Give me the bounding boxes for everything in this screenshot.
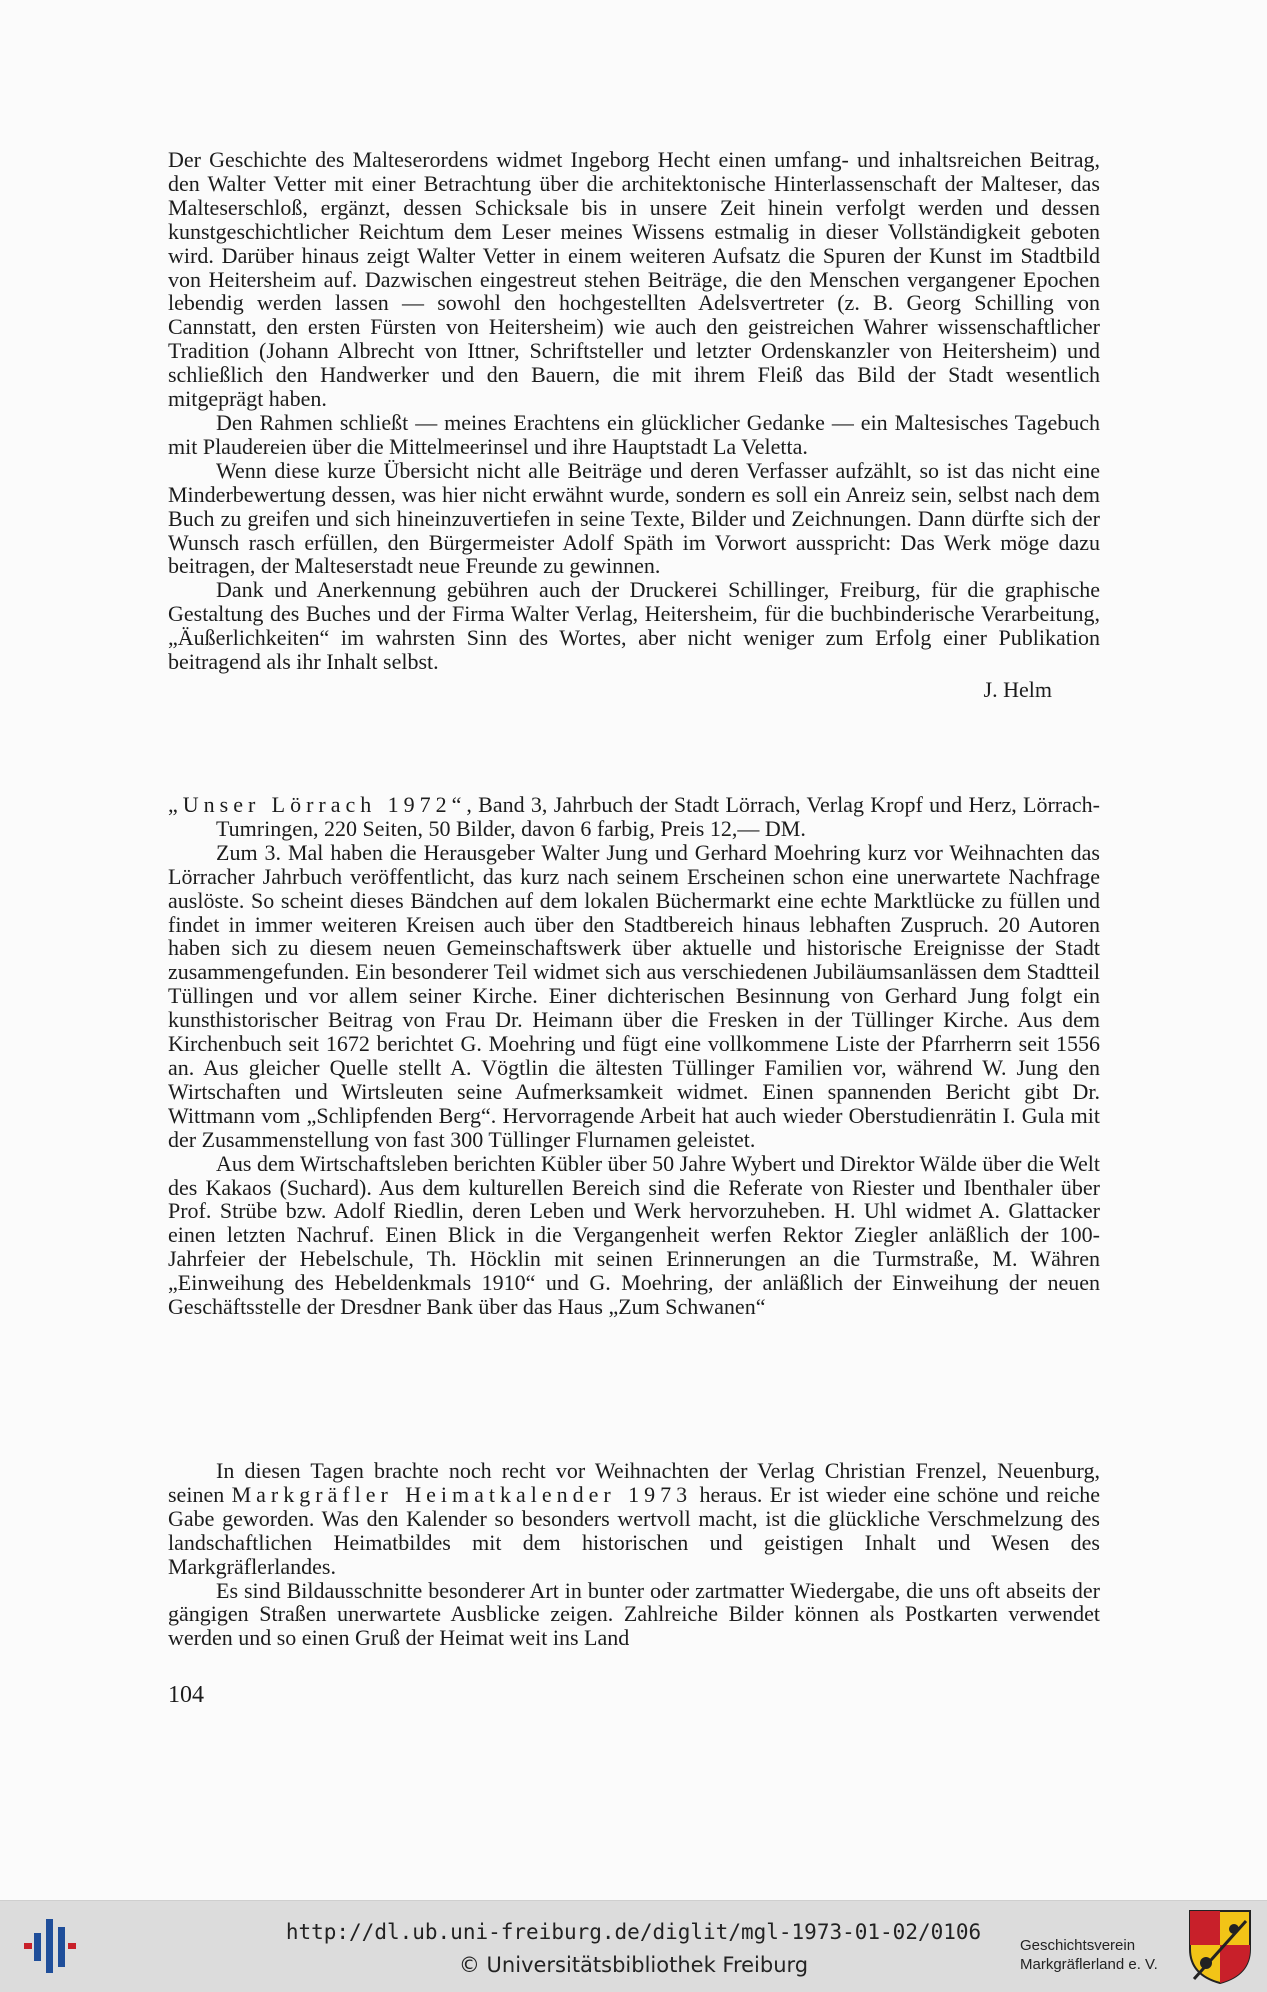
- paragraph: Dank und Anerkennung gebühren auch der Druckerei Schillinger, Freiburg, für die graphische Gestaltung des Buches und der Firma Walter Verlag, Heitersheim, für die buchbinderische Verarbeitung, „Äußerlichkeiten“ im wahrsten Sinn des Wortes, aber nicht weniger zum Erfolg einer Publikation beitragend als ihr Inhalt selbst.: [168, 577, 1100, 675]
- review-unser-loerrach: [168, 793, 1100, 1319]
- text-run: In diesen Tagen brachte noch recht vor Weihnachten der Verlag Christian Frenzel, Neuenburg, seinen: [168, 1458, 1100, 1507]
- paragraph: Der Geschichte des Malteserordens widmet Ingeborg Hecht einen umfang- und inhaltsreichen Beitrag, den Walter Vetter mit einer Betrachtung über die architektonische Hinterlassenschaft der Malteser, das Malteserschloß, ergänzt, dessen Schicksale bis in unsere Zeit hinein verfolgt werden und dessen kunstgeschichtlicher Reichtum dem Leser meines Wissens estmalig in dieser Vollständigkeit geboten wird. Darüber hinaus zeigt Walter Vetter in einem weiteren Aufsatz die Spuren der Kunst im Stadtbild von Heitersheim auf. Dazwischen eingestreut stehen Beiträge, die den Menschen vergangener Epochen lebendig werden lassen — sowohl den hochgestellten Adelsvertreter (z. B. Georg Schilling von Cannstatt, den ersten Fürsten von Heitersheim) wie auch den geistreichen Wahrer wissenschaftlicher Tradition (Johann Albrecht von Ittner, Schriftsteller und letzter Ordenskanzler von Heitersheim) und schließlich den Handwerker und den Bauern, die mit ihrem Fleiß das Bild der Stadt wesentlich mitgeprägt haben.: [168, 147, 1100, 412]
- coat-of-arms-icon: [1188, 1909, 1252, 1985]
- paragraph: Wenn diese kurze Übersicht nicht alle Beiträge und deren Verfasser aufzählt, so ist das nicht eine Minderbewertung dessen, was hier nicht erwähnt wurde, sondern es soll ein Anreiz sein, selbst nach dem Buch zu greifen und sich hineinzuvertiefen in seine Texte, Bilder und Zeichnungen. Dann dürfte sich der Wunsch rasch erfüllen, den Bürgermeister Adolf Späth im Vorwort ausspricht: Das Werk möge dazu beitragen, der Malteserstadt neue Freunde zu gewinnen.: [168, 457, 1100, 579]
- citation-details: , Band 3, Jahrbuch der Stadt Lörrach, Verlag Kropf und Herz, Lörrach-Tumringen, 220 Seiten, 50 Bilder, davon 6 farbig, Preis 12,— DM.: [216, 792, 1100, 841]
- review-heimatkalender: [168, 1459, 1100, 1650]
- footer-bar: [0, 1900, 1267, 1992]
- paragraph: [168, 1459, 1100, 1579]
- book-citation: [168, 793, 1100, 841]
- paragraph: Den Rahmen schließt — meines Erachtens ein glücklicher Gedanke — ein Maltesisches Tagebuch mit Plaudereien über die Mittelmeerinsel und ihre Hauptstadt La Veletta.: [168, 409, 1100, 459]
- page-number: 104: [168, 1682, 204, 1708]
- society-name: [1020, 1936, 1158, 1974]
- permalink-url[interactable]: http://dl.ub.uni-freiburg.de/diglit/mgl-1973-01-02/0106: [285, 1920, 982, 1944]
- text-run: heraus. Er ist wieder eine schöne und reiche Gabe geworden. Was den Kalender so besonders wertvoll macht, ist die glückliche Verschmelzung des landschaftlichen Heimatbildes mit dem historischen und geistigen Inhalt und Wesen des Markgräflerlandes.: [168, 1481, 1100, 1579]
- paragraph: Aus dem Wirtschaftsleben berichten Kübler über 50 Jahre Wybert und Direktor Wälde über die Welt des Kakaos (Suchard). Aus dem kulturellen Bereich sind die Referate von Riester und Ibenthaler über Prof. Strübe bzw. Adolf Riedlin, deren Leben und Werk hervorzuheben. H. Uhl widmet A. Glattacker einen letzten Nachruf. Einen Blick in die Vergangenheit werfen Rektor Ziegler anläßlich der 100-Jahrfeier der Hebelschule, Th. Höcklin mit seinen Erinnerungen an die Turmstraße, M. Währen „Einweihung des Hebeldenkmals 1910“ und G. Moehring, der anläßlich der Einweihung der neuen Geschäftsstelle der Dresdner Bank über das Haus „Zum Schwanen“: [168, 1150, 1100, 1320]
- society-name-line: Markgräflerland e. V.: [1020, 1956, 1158, 1973]
- paragraph: Zum 3. Mal haben die Herausgeber Walter Jung und Gerhard Moehring kurz vor Weihnachten das Lörracher Jahrbuch veröffentlicht, das kurz nach seinem Erscheinen schon eine unerwartete Nachfrage auslöste. So scheint dieses Bändchen auf dem lokalen Büchermarkt eine echte Marktlücke zu füllen und findet in immer weiteren Kreisen auch über den Stadtbereich hinaus lebhaften Zuspruch. 20 Autoren haben sich zu diesem neuen Gemeinschaftswerk über aktuelle und historische Ereignisse der Stadt zusammengefunden. Ein besonderer Teil widmet sich aus verschiedenen Jubiläumsanlässen dem Stadtteil Tüllingen und vor allem seiner Kirche. Einer dichterischen Besinnung von Gerhard Jung folgt ein kunsthistorischer Beitrag von Frau Dr. Heimann über die Fresken in der Tüllinger Kirche. Aus dem Kirchenbuch seit 1672 berichtet G. Moehring und fügt eine vollkommene Liste der Pfarrherrn seit 1556 an. Aus gleicher Quelle stellt A. Vögtlin die ältesten Tüllinger Familien vor, während W. Jung den Wirtschaften und Wirtsleuten seine Aufmerksamkeit widmet. Einen spannenden Bericht gibt Dr. Wittmann vom „Schlipfenden Berg“. Hervorragende Arbeit hat auch wieder Oberstudienrätin I. Gula mit der Zusammenstellung von fast 300 Tüllinger Flurnamen geleistet.: [168, 839, 1100, 1152]
- review-heitersheim: [168, 148, 1100, 702]
- book-title: Markgräfler Heimatkalender 1973: [231, 1481, 693, 1507]
- paragraph: Es sind Bildausschnitte besonderer Art in bunter oder zartmatter Wiedergabe, die uns oft abseits der gängigen Straßen unerwartete Ausblicke zeigen. Zahlreiche Bilder können als Postkarten verwendet werden und so einen Gruß der Heimat weit ins Land: [168, 1577, 1100, 1651]
- society-name-line: Geschichtsverein: [1020, 1937, 1136, 1954]
- copyright-text: © Universitätsbibliothek Freiburg: [458, 1953, 809, 1977]
- review-signature: J. Helm: [983, 676, 1052, 702]
- book-title: „Unser Lörrach 1972“: [168, 792, 467, 817]
